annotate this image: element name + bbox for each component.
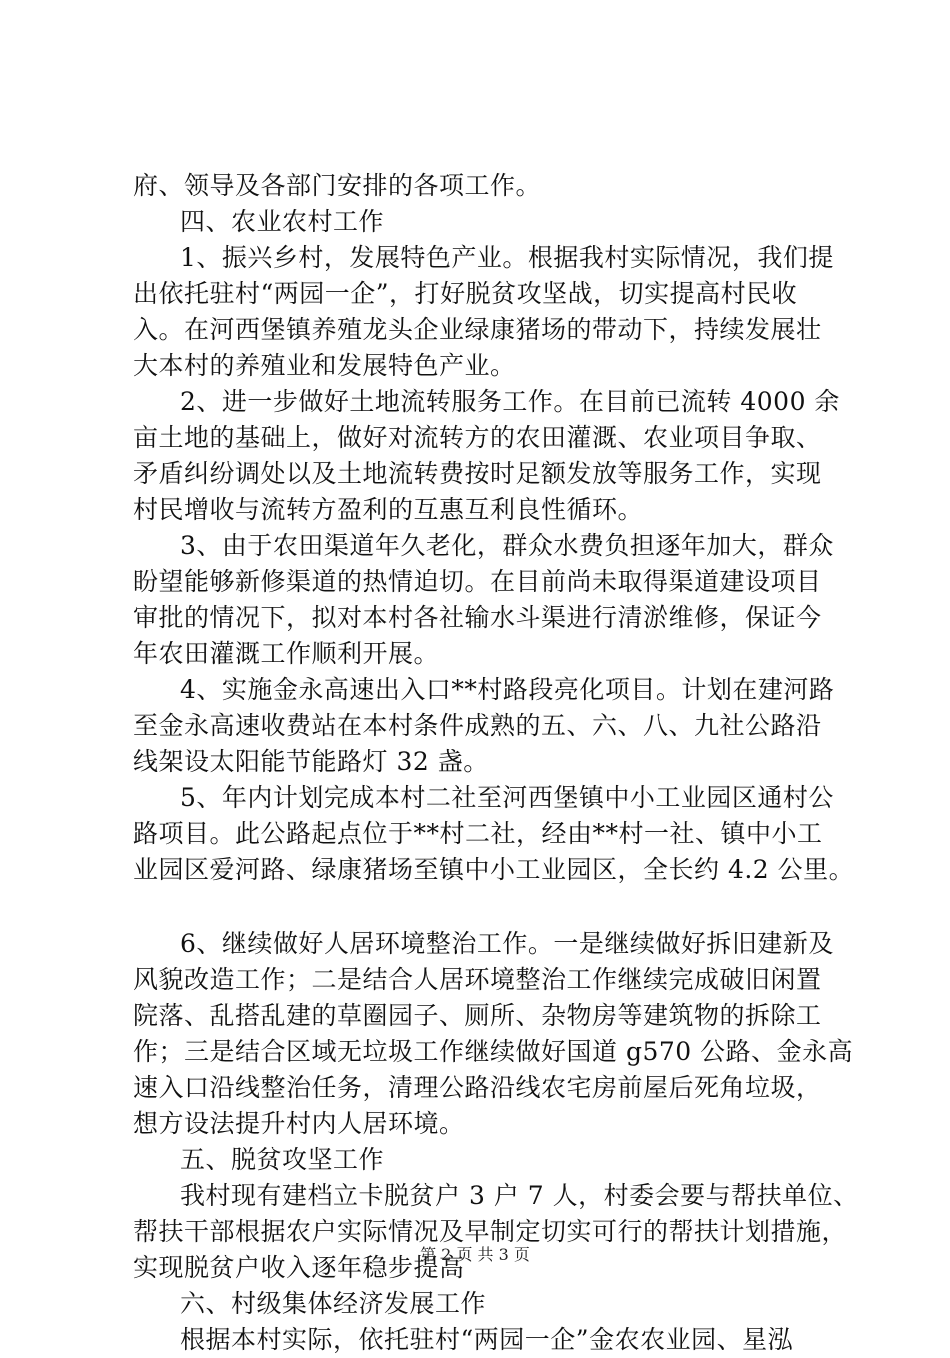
text-line: 速入口沿线整治任务，清理公路沿线农宅房前屋后死角垃圾， (133, 1073, 822, 1102)
text-line: 府、领导及各部门安排的各项工作。 (133, 171, 542, 200)
text-line: 入。在河西堡镇养殖龙头企业绿康猪场的带动下，持续发展壮 (133, 315, 822, 344)
text-line: 实现脱贫户收入逐年稳步提高 (133, 1253, 465, 1282)
text-line: 亩土地的基础上，做好对流转方的农田灌溉、农业项目争取、 (133, 423, 822, 452)
text-line: 盼望能够新修渠道的热情迫切。在目前尚未取得渠道建设项目 (133, 567, 822, 596)
text-line: 5、年内计划完成本村二社至河西堡镇中小工业园区通村公 (180, 783, 834, 812)
section-heading: 六、村级集体经济发展工作 (180, 1289, 487, 1318)
page-number-footer: 第 2 页 共 3 页 (420, 1245, 530, 1264)
text-line: 根据本村实际，依托驻村“两园一企”金农农业园、星泓 (180, 1325, 794, 1354)
text-line: 帮扶干部根据农户实际情况及早制定切实可行的帮扶计划措施， (133, 1217, 848, 1246)
text-line: 出依托驻村“两园一企”，打好脱贫攻坚战，切实提高村民收 (133, 279, 798, 308)
section-heading: 四、农业农村工作 (180, 207, 385, 236)
text-line: 2、进一步做好土地流转服务工作。在目前已流转 4000 余 (180, 387, 840, 416)
text-line: 想方设法提升村内人居环境。 (133, 1109, 465, 1138)
text-line: 风貌改造工作；二是结合人居环境整治工作继续完成破旧闲置 (133, 965, 822, 994)
text-line: 4、实施金永高速出入口**村路段亮化项目。计划在建河路 (180, 675, 835, 704)
text-line: 年农田灌溉工作顺利开展。 (133, 639, 440, 668)
text-line: 6、继续做好人居环境整治工作。一是继续做好拆旧建新及 (180, 929, 834, 958)
text-line: 村民增收与流转方盈利的互惠互利良性循环。 (133, 495, 644, 524)
text-line: 3、由于农田渠道年久老化，群众水费负担逐年加大，群众 (180, 531, 834, 560)
text-line: 路项目。此公路起点位于**村二社，经由**村一社、镇中小工 (133, 819, 823, 848)
text-line: 作；三是结合区域无垃圾工作继续做好国道 g570 公路、金永高 (133, 1037, 854, 1066)
text-line: 我村现有建档立卡脱贫户 3 户 7 人，村委会要与帮扶单位、 (180, 1181, 859, 1210)
text-line: 1、振兴乡村，发展特色产业。根据我村实际情况，我们提 (180, 243, 834, 272)
section-heading: 五、脱贫攻坚工作 (180, 1145, 385, 1174)
text-line: 业园区爱河路、绿康猪场至镇中小工业园区，全长约 4.2 公里。 (133, 855, 855, 884)
text-line: 大本村的养殖业和发展特色产业。 (133, 351, 516, 380)
text-line: 矛盾纠纷调处以及土地流转费按时足额发放等服务工作，实现 (133, 459, 822, 488)
text-line: 审批的情况下，拟对本村各社输水斗渠进行清淤维修，保证今 (133, 603, 822, 632)
text-line: 至金永高速收费站在本村条件成熟的五、六、八、九社公路沿 (133, 711, 822, 740)
text-line: 线架设太阳能节能路灯 32 盏。 (133, 747, 489, 776)
text-line: 院落、乱搭乱建的草圈园子、厕所、杂物房等建筑物的拆除工 (133, 1001, 822, 1030)
